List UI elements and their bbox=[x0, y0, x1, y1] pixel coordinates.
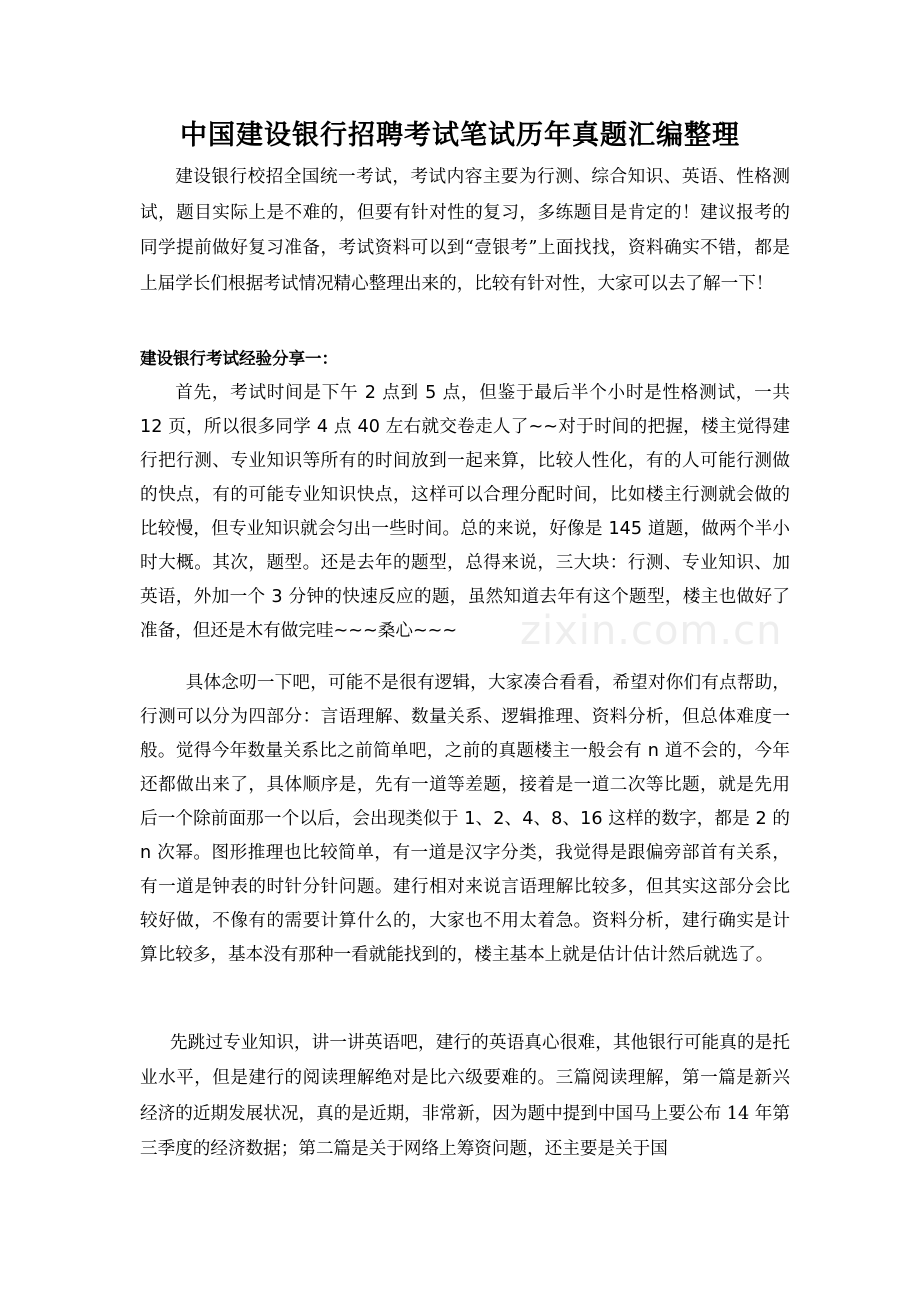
intro-paragraph: 建设银行校招全国统一考试，考试内容主要为行测、综合知识、英语、性格测试，题目实际上是不难的，但要有针对性的复习，多练题目是肯定的！建议报考的同学提前做好复习准备，考试资料可以到“壹银考”上面找找，资料确实不错，都是上届学长们根据考试情况精心整理出来的，比较有针对性，大家可以去了解一下！ bbox=[140, 167, 790, 294]
document-title: 中国建设银行招聘考试笔试历年真题汇编整理 bbox=[180, 120, 740, 151]
paragraph-1: 首先，考试时间是下午 2 点到 5 点，但鉴于最后半个小时是性格测试，一共 12 页，所以很多同学 4 点 40 左右就交卷走人了~~对于时间的把握，楼主觉得建行把行测、专业知识等所有的时间放到一起来算，比较人性化，有的人可能行测做的快点，有的可能专业知识快点，这样可以合理分配时间，比如楼主行测就会做的比较慢，但专业知识就会匀出一些时间。总的来说，好像是 145 道题，做两个半小时大概。其次，题型。还是去年的题型，总得来说，三大块：行测、专业知识、加英语，外加一个 3 分钟的快速反应的题，虽然知道去年有这个题型，楼主也做好了准备，但还是木有做完哇~~~桑心~~~ bbox=[140, 383, 790, 641]
paragraph-2: 具体念叨一下吧，可能不是很有逻辑，大家凑合看看，希望对你们有点帮助，行测可以分为四部分：言语理解、数量关系、逻辑推理、资料分析，但总体难度一般。觉得今年数量关系比之前简单吧，之前的真题楼主一般会有 n 道不会的，今年还都做出来了，具体顺序是，先有一道等差题，接着是一道二次等比题，就是先用后一个除前面那一个以后，会出现类似于 1、2、4、8、16 这样的数字，都是 2 的 n 次幂。图形推理也比较简单，有一道是汉字分类，我觉得是跟偏旁部首有关系，有一道是钟表的时针分针问题。建行相对来说言语理解比较多，但其实这部分会比较好做，不像有的需要计算什么的，大家也不用太着急。资料分析，建行确实是计算比较多，基本没有那种一看就能找到的，楼主基本上就是估计估计然后就选了。 bbox=[140, 673, 790, 965]
section-heading: 建设银行考试经验分享一： bbox=[140, 349, 338, 368]
watermark-text: zixin.com.cn bbox=[520, 608, 783, 654]
paragraph-3: 先跳过专业知识，讲一讲英语吧，建行的英语真心很难，其他银行可能真的是托业水平，但是建行的阅读理解绝对是比六级要难的。三篇阅读理解，第一篇是新兴经济的近期发展状况，真的是近期，非常新，因为题中提到中国马上要公布 14 年第三季度的经济数据；第二篇是关于网络上筹资问题，还主要是关于国 bbox=[140, 1033, 790, 1160]
